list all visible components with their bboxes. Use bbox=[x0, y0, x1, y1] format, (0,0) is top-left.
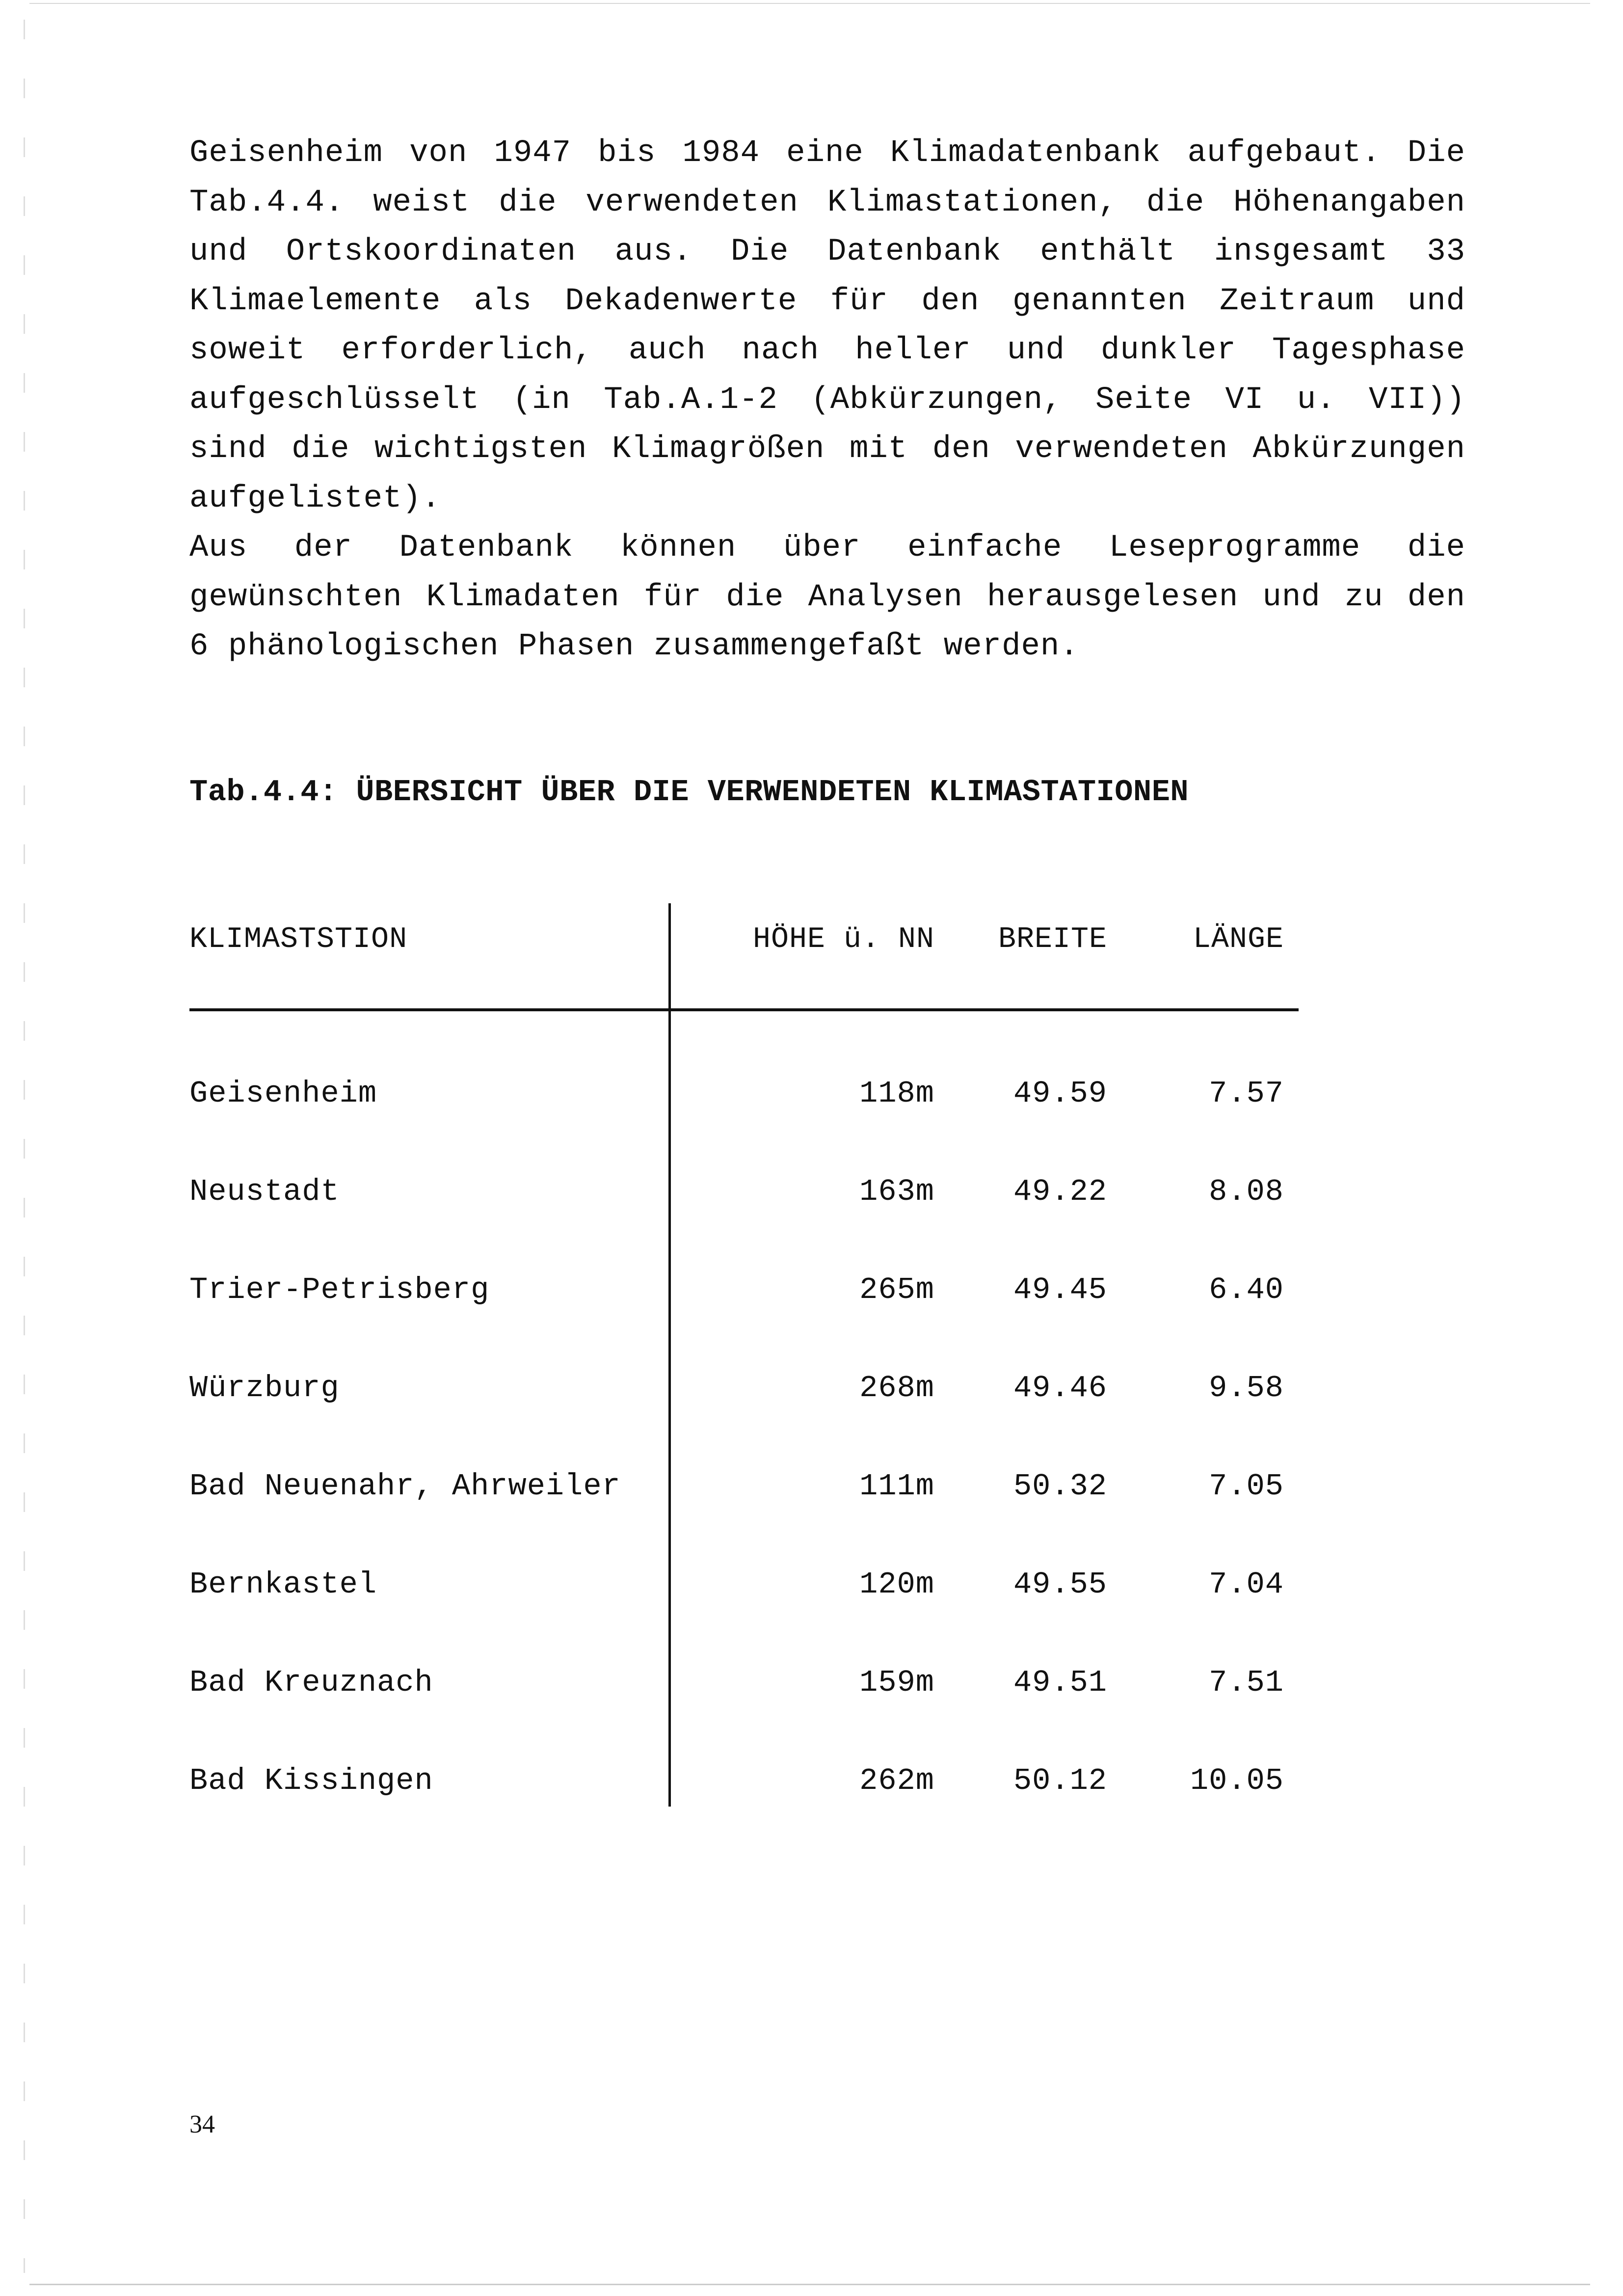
cell-height: 120m bbox=[859, 1567, 934, 1602]
table-row bbox=[189, 1665, 1299, 1709]
body-line: sind die wichtigsten Klimagrößen mit den verwendeten Abkürzungen bbox=[189, 432, 1465, 467]
cell-latitude: 50.12 bbox=[1013, 1763, 1107, 1798]
body-line: aufgelistet). bbox=[189, 481, 441, 516]
cell-station: Trier-Petrisberg bbox=[189, 1272, 490, 1307]
header-station: KLIMASTSTION bbox=[189, 923, 408, 956]
cell-station: Bad Kreuznach bbox=[189, 1665, 433, 1700]
cell-latitude: 49.59 bbox=[1013, 1076, 1107, 1111]
body-line: soweit erforderlich, auch nach heller und dunkler Tagesphase bbox=[189, 333, 1465, 368]
body-line: Aus der Datenbank können über einfache Leseprogramme die bbox=[189, 530, 1465, 566]
cell-height: 111m bbox=[859, 1469, 934, 1504]
header-longitude: LÄNGE bbox=[1193, 923, 1284, 956]
cell-longitude: 6.40 bbox=[1209, 1272, 1284, 1307]
page-edge-bottom bbox=[29, 2284, 1590, 2285]
stations-table bbox=[189, 903, 1299, 1807]
cell-height: 262m bbox=[859, 1763, 934, 1798]
cell-latitude: 49.45 bbox=[1013, 1272, 1107, 1307]
cell-longitude: 10.05 bbox=[1190, 1763, 1284, 1798]
cell-height: 118m bbox=[859, 1076, 934, 1111]
table-row bbox=[189, 1371, 1299, 1415]
page-edge-top bbox=[29, 3, 1590, 4]
cell-longitude: 7.51 bbox=[1209, 1665, 1284, 1700]
body-line: Klimaelemente als Dekadenwerte für den genannten Zeitraum und bbox=[189, 283, 1465, 319]
page-edge-left bbox=[24, 20, 25, 2273]
table-row bbox=[189, 1763, 1299, 1808]
cell-longitude: 7.04 bbox=[1209, 1567, 1284, 1602]
table-row bbox=[189, 1567, 1299, 1611]
cell-station: Geisenheim bbox=[189, 1076, 377, 1111]
cell-latitude: 49.22 bbox=[1013, 1174, 1107, 1209]
header-rule bbox=[189, 1008, 1299, 1011]
cell-height: 268m bbox=[859, 1371, 934, 1405]
cell-height: 163m bbox=[859, 1174, 934, 1209]
header-height: HÖHE ü. NN bbox=[752, 923, 934, 956]
cell-station: Bad Neuenahr, Ahrweiler bbox=[189, 1469, 621, 1504]
body-line: Geisenheim von 1947 bis 1984 eine Klimadatenbank aufgebaut. Die bbox=[189, 135, 1465, 171]
table-row bbox=[189, 1469, 1299, 1513]
cell-longitude: 8.08 bbox=[1209, 1174, 1284, 1209]
cell-longitude: 7.05 bbox=[1209, 1469, 1284, 1504]
cell-station: Bernkastel bbox=[189, 1567, 377, 1602]
table-row bbox=[189, 1174, 1299, 1218]
page-number: 34 bbox=[189, 2110, 215, 2138]
body-line: und Ortskoordinaten aus. Die Datenbank enthält insgesamt 33 bbox=[189, 234, 1465, 270]
cell-longitude: 9.58 bbox=[1209, 1371, 1284, 1405]
cell-height: 265m bbox=[859, 1272, 934, 1307]
header-latitude: BREITE bbox=[998, 923, 1107, 956]
cell-latitude: 50.32 bbox=[1013, 1469, 1107, 1504]
cell-longitude: 7.57 bbox=[1209, 1076, 1284, 1111]
body-line: Tab.4.4. weist die verwendeten Klimastationen, die Höhenangaben bbox=[189, 185, 1465, 220]
cell-latitude: 49.46 bbox=[1013, 1371, 1107, 1405]
body-line: 6 phänologischen Phasen zusammengefaßt werden. bbox=[189, 629, 1079, 664]
cell-latitude: 49.55 bbox=[1013, 1567, 1107, 1602]
table-caption: Tab.4.4: ÜBERSICHT ÜBER DIE VERWENDETEN KLIMASTATIONEN bbox=[189, 775, 1189, 810]
body-line: gewünschten Klimadaten für die Analysen herausgelesen und zu den bbox=[189, 579, 1465, 615]
table-row bbox=[189, 1272, 1299, 1317]
cell-height: 159m bbox=[859, 1665, 934, 1700]
table-row bbox=[189, 1076, 1299, 1120]
body-paragraph bbox=[189, 129, 1465, 672]
cell-station: Bad Kissingen bbox=[189, 1763, 433, 1798]
cell-station: Würzburg bbox=[189, 1371, 340, 1405]
cell-station: Neustadt bbox=[189, 1174, 340, 1209]
body-line: aufgeschlüsselt (in Tab.A.1-2 (Abkürzungen, Seite VI u. VII)) bbox=[189, 382, 1465, 418]
cell-latitude: 49.51 bbox=[1013, 1665, 1107, 1700]
